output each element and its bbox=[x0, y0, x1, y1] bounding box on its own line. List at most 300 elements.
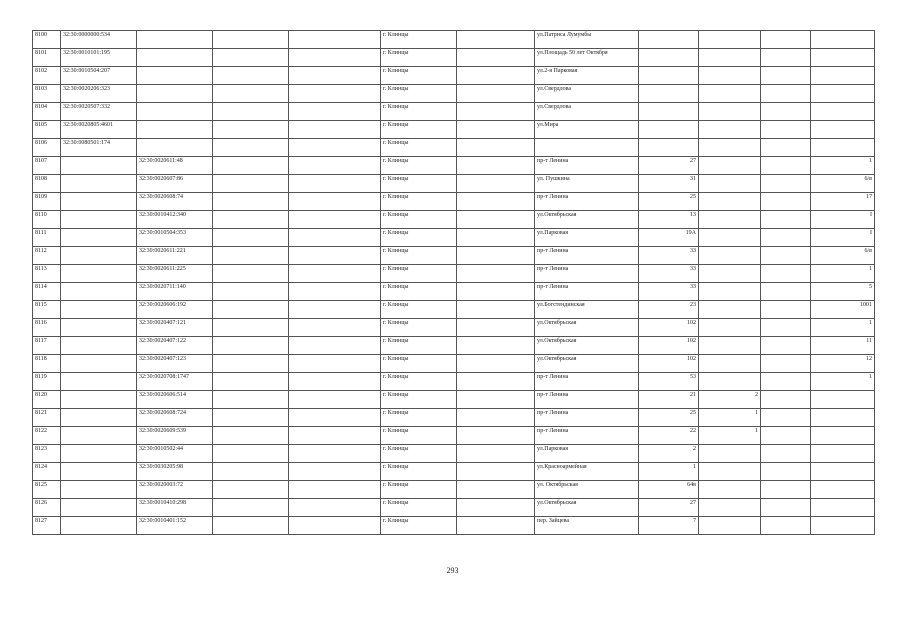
cell-c3: 1 bbox=[811, 265, 875, 283]
cell-n: 8101 bbox=[33, 49, 61, 67]
cell-house: 102 bbox=[639, 319, 699, 337]
cell-n: 8113 bbox=[33, 265, 61, 283]
cell-empty bbox=[213, 301, 289, 319]
cell-empty bbox=[213, 391, 289, 409]
cell-c1 bbox=[699, 229, 761, 247]
cell-b bbox=[137, 121, 213, 139]
cell-house: 64в bbox=[639, 481, 699, 499]
cell-a bbox=[61, 283, 137, 301]
cell-street: ул.Парковая bbox=[535, 229, 639, 247]
cell-b: 32:30:0010502:44 bbox=[137, 445, 213, 463]
cell-empty bbox=[289, 139, 381, 157]
cell-city: г. Клинцы bbox=[381, 121, 457, 139]
cell-house bbox=[639, 85, 699, 103]
cell-c3: 5 bbox=[811, 283, 875, 301]
cell-n: 8102 bbox=[33, 67, 61, 85]
cell-c2 bbox=[761, 481, 811, 499]
cell-house: 22 bbox=[639, 427, 699, 445]
cell-empty bbox=[213, 139, 289, 157]
cell-n: 8116 bbox=[33, 319, 61, 337]
cell-street: пер. Зайцева bbox=[535, 517, 639, 535]
cell-empty bbox=[289, 31, 381, 49]
table-row bbox=[33, 31, 875, 49]
cell-a bbox=[61, 355, 137, 373]
cell-b bbox=[137, 139, 213, 157]
table-row bbox=[33, 445, 875, 463]
cell-street: ул.Свердлова bbox=[535, 85, 639, 103]
cell-c2 bbox=[761, 229, 811, 247]
cell-empty bbox=[457, 229, 535, 247]
cell-b bbox=[137, 49, 213, 67]
cell-c1 bbox=[699, 373, 761, 391]
cell-c3 bbox=[811, 481, 875, 499]
cell-a bbox=[61, 409, 137, 427]
cell-city: г. Клинцы bbox=[381, 193, 457, 211]
cell-house: 31 bbox=[639, 175, 699, 193]
table-row bbox=[33, 319, 875, 337]
cell-b: 32:30:0020003:72 bbox=[137, 481, 213, 499]
cell-street: ул.Площадь 50 лет Октября bbox=[535, 49, 639, 67]
cell-city: г. Клинцы bbox=[381, 517, 457, 535]
cell-empty bbox=[289, 121, 381, 139]
cell-b: 32:30:0020608:74 bbox=[137, 193, 213, 211]
cell-house: 25 bbox=[639, 409, 699, 427]
cell-b: 32:30:0010410:298 bbox=[137, 499, 213, 517]
cell-a bbox=[61, 301, 137, 319]
cell-empty bbox=[213, 319, 289, 337]
cell-b: 32:30:0020708:1747 bbox=[137, 373, 213, 391]
cell-house bbox=[639, 49, 699, 67]
cell-empty bbox=[457, 373, 535, 391]
cell-c3 bbox=[811, 67, 875, 85]
table-row bbox=[33, 67, 875, 85]
cell-empty bbox=[289, 265, 381, 283]
cell-city: г. Клинцы bbox=[381, 409, 457, 427]
table-row bbox=[33, 517, 875, 535]
cell-c1 bbox=[699, 49, 761, 67]
cell-empty bbox=[213, 337, 289, 355]
cell-empty bbox=[289, 193, 381, 211]
cell-c3: 17 bbox=[811, 193, 875, 211]
cell-house: 102 bbox=[639, 355, 699, 373]
cell-empty bbox=[289, 481, 381, 499]
cell-n: 8100 bbox=[33, 31, 61, 49]
table-row bbox=[33, 157, 875, 175]
cell-c1 bbox=[699, 463, 761, 481]
cell-empty bbox=[457, 139, 535, 157]
cell-empty bbox=[213, 211, 289, 229]
cell-c1: 2 bbox=[699, 391, 761, 409]
cell-empty bbox=[213, 85, 289, 103]
cell-empty bbox=[289, 103, 381, 121]
cell-empty bbox=[289, 445, 381, 463]
cell-street: ул.Октябрьская bbox=[535, 319, 639, 337]
cell-city: г. Клинцы bbox=[381, 391, 457, 409]
cell-house: 21 bbox=[639, 391, 699, 409]
cell-street: ул.Октябрьская bbox=[535, 211, 639, 229]
cell-empty bbox=[289, 337, 381, 355]
cell-b bbox=[137, 67, 213, 85]
register-table bbox=[32, 30, 875, 535]
cell-c2 bbox=[761, 301, 811, 319]
cell-c3: 1 bbox=[811, 319, 875, 337]
cell-street: пр-т Ленина bbox=[535, 247, 639, 265]
cell-city: г. Клинцы bbox=[381, 247, 457, 265]
cell-empty bbox=[213, 409, 289, 427]
cell-c3 bbox=[811, 85, 875, 103]
cell-n: 8124 bbox=[33, 463, 61, 481]
cell-house bbox=[639, 139, 699, 157]
cell-city: г. Клинцы bbox=[381, 481, 457, 499]
cell-a: 32:30:0010101:195 bbox=[61, 49, 137, 67]
cell-city: г. Клинцы bbox=[381, 301, 457, 319]
cell-empty bbox=[457, 481, 535, 499]
cell-c1 bbox=[699, 481, 761, 499]
table-row bbox=[33, 193, 875, 211]
table-row bbox=[33, 301, 875, 319]
cell-city: г. Клинцы bbox=[381, 103, 457, 121]
cell-b: 32:30:0020606:192 bbox=[137, 301, 213, 319]
cell-a bbox=[61, 229, 137, 247]
cell-n: 8110 bbox=[33, 211, 61, 229]
cell-b bbox=[137, 85, 213, 103]
table-row bbox=[33, 373, 875, 391]
cell-n: 8127 bbox=[33, 517, 61, 535]
cell-city: г. Клинцы bbox=[381, 355, 457, 373]
cell-b: 32:30:0010412:340 bbox=[137, 211, 213, 229]
cell-empty bbox=[289, 427, 381, 445]
cell-empty bbox=[457, 499, 535, 517]
cell-empty bbox=[457, 193, 535, 211]
cell-empty bbox=[213, 463, 289, 481]
cell-c2 bbox=[761, 31, 811, 49]
cell-n: 8109 bbox=[33, 193, 61, 211]
cell-n: 8117 bbox=[33, 337, 61, 355]
cell-c2 bbox=[761, 103, 811, 121]
cell-street: пр-т Ленина bbox=[535, 427, 639, 445]
cell-a bbox=[61, 193, 137, 211]
cell-c1 bbox=[699, 67, 761, 85]
table-row bbox=[33, 49, 875, 67]
cell-empty bbox=[213, 373, 289, 391]
cell-house: 25 bbox=[639, 193, 699, 211]
cell-house: 23 bbox=[639, 301, 699, 319]
table-row bbox=[33, 463, 875, 481]
cell-empty bbox=[213, 247, 289, 265]
cell-street: пр-т Ленина bbox=[535, 409, 639, 427]
cell-street: ул.Богстендинская bbox=[535, 301, 639, 319]
cell-city: г. Клинцы bbox=[381, 211, 457, 229]
cell-c1 bbox=[699, 283, 761, 301]
cell-empty bbox=[289, 463, 381, 481]
table-row bbox=[33, 103, 875, 121]
cell-city: г. Клинцы bbox=[381, 265, 457, 283]
table-row bbox=[33, 229, 875, 247]
cell-empty bbox=[213, 517, 289, 535]
cell-c2 bbox=[761, 463, 811, 481]
cell-street: ул.Парковая bbox=[535, 445, 639, 463]
cell-empty bbox=[457, 337, 535, 355]
table-row bbox=[33, 427, 875, 445]
cell-street: ул. Пушкина bbox=[535, 175, 639, 193]
cell-n: 8122 bbox=[33, 427, 61, 445]
table-row bbox=[33, 211, 875, 229]
cell-city: г. Клинцы bbox=[381, 175, 457, 193]
cell-city: г. Клинцы bbox=[381, 427, 457, 445]
cell-empty bbox=[457, 517, 535, 535]
cell-n: 8126 bbox=[33, 499, 61, 517]
cell-c3 bbox=[811, 517, 875, 535]
cell-street: ул.Октябрьская bbox=[535, 337, 639, 355]
cell-c2 bbox=[761, 427, 811, 445]
table-row bbox=[33, 85, 875, 103]
cell-c2 bbox=[761, 373, 811, 391]
cell-street: ул.Мира bbox=[535, 121, 639, 139]
cell-city: г. Клинцы bbox=[381, 373, 457, 391]
cell-city: г. Клинцы bbox=[381, 499, 457, 517]
cell-empty bbox=[457, 355, 535, 373]
cell-c1 bbox=[699, 301, 761, 319]
cell-empty bbox=[213, 265, 289, 283]
cell-n: 8120 bbox=[33, 391, 61, 409]
cell-empty bbox=[457, 319, 535, 337]
cell-empty bbox=[289, 175, 381, 193]
cell-c1: 1 bbox=[699, 427, 761, 445]
cell-c1: 1 bbox=[699, 409, 761, 427]
cell-a bbox=[61, 337, 137, 355]
cell-empty bbox=[457, 265, 535, 283]
cell-a bbox=[61, 247, 137, 265]
cell-empty bbox=[457, 175, 535, 193]
cell-n: 8114 bbox=[33, 283, 61, 301]
cell-c3 bbox=[811, 139, 875, 157]
cell-c2 bbox=[761, 445, 811, 463]
cell-c1 bbox=[699, 139, 761, 157]
cell-city: г. Клинцы bbox=[381, 229, 457, 247]
cell-c2 bbox=[761, 319, 811, 337]
cell-street: ул.Октябрьская bbox=[535, 355, 639, 373]
cell-c3: I bbox=[811, 229, 875, 247]
cell-city: г. Клинцы bbox=[381, 463, 457, 481]
cell-a bbox=[61, 517, 137, 535]
cell-empty bbox=[213, 427, 289, 445]
cell-n: 8105 bbox=[33, 121, 61, 139]
cell-empty bbox=[213, 157, 289, 175]
cell-city: г. Клинцы bbox=[381, 319, 457, 337]
cell-c2 bbox=[761, 193, 811, 211]
cell-empty bbox=[289, 67, 381, 85]
cell-c1 bbox=[699, 247, 761, 265]
cell-empty bbox=[457, 247, 535, 265]
cell-c3: 1 bbox=[811, 157, 875, 175]
cell-c2 bbox=[761, 355, 811, 373]
cell-street: ул. Октябрьская bbox=[535, 481, 639, 499]
cell-c3: I bbox=[811, 211, 875, 229]
cell-empty bbox=[457, 211, 535, 229]
cell-c1 bbox=[699, 499, 761, 517]
cell-empty bbox=[289, 211, 381, 229]
cell-n: 8112 bbox=[33, 247, 61, 265]
cell-c3 bbox=[811, 427, 875, 445]
cell-house bbox=[639, 67, 699, 85]
cell-a bbox=[61, 211, 137, 229]
cell-c3 bbox=[811, 463, 875, 481]
cell-street: пр-т Ленина bbox=[535, 265, 639, 283]
cell-city: г. Клинцы bbox=[381, 67, 457, 85]
cell-a bbox=[61, 481, 137, 499]
cell-c3: 1 bbox=[811, 373, 875, 391]
cell-house: 2 bbox=[639, 445, 699, 463]
cell-c2 bbox=[761, 67, 811, 85]
cell-b: 32:30:0020407:121 bbox=[137, 319, 213, 337]
cell-house: 53 bbox=[639, 373, 699, 391]
cell-c1 bbox=[699, 175, 761, 193]
cell-city: г. Клинцы bbox=[381, 49, 457, 67]
cell-empty bbox=[289, 229, 381, 247]
table-row bbox=[33, 175, 875, 193]
cell-c2 bbox=[761, 139, 811, 157]
cell-street: ул.2-я Парковая bbox=[535, 67, 639, 85]
cell-city: г. Клинцы bbox=[381, 157, 457, 175]
cell-c1 bbox=[699, 445, 761, 463]
cell-c2 bbox=[761, 409, 811, 427]
cell-house: 1 bbox=[639, 463, 699, 481]
cell-c3: 11 bbox=[811, 337, 875, 355]
cell-empty bbox=[289, 85, 381, 103]
cell-c3 bbox=[811, 445, 875, 463]
cell-empty bbox=[213, 193, 289, 211]
cell-city: г. Клинцы bbox=[381, 337, 457, 355]
cell-b: 32:30:0020611:225 bbox=[137, 265, 213, 283]
cell-empty bbox=[289, 517, 381, 535]
cell-a: 32:30:0020507:332 bbox=[61, 103, 137, 121]
cell-c3: 6/в bbox=[811, 247, 875, 265]
cell-empty bbox=[457, 301, 535, 319]
table-row bbox=[33, 355, 875, 373]
cell-n: 8111 bbox=[33, 229, 61, 247]
cell-c2 bbox=[761, 49, 811, 67]
cell-house bbox=[639, 31, 699, 49]
cell-empty bbox=[289, 499, 381, 517]
cell-empty bbox=[213, 67, 289, 85]
cell-a: 32:30:0080501:174 bbox=[61, 139, 137, 157]
cell-empty bbox=[213, 229, 289, 247]
cell-c2 bbox=[761, 337, 811, 355]
cell-empty bbox=[213, 355, 289, 373]
cell-c2 bbox=[761, 283, 811, 301]
cell-b: 32:30:0020608:724 bbox=[137, 409, 213, 427]
cell-b: 32:30:0020611:48 bbox=[137, 157, 213, 175]
cell-empty bbox=[457, 283, 535, 301]
cell-empty bbox=[457, 31, 535, 49]
cell-b: 32:30:0010401:152 bbox=[137, 517, 213, 535]
cell-a bbox=[61, 445, 137, 463]
cell-empty bbox=[213, 31, 289, 49]
cell-b: 32:30:0020711:140 bbox=[137, 283, 213, 301]
cell-house bbox=[639, 103, 699, 121]
cell-c1 bbox=[699, 85, 761, 103]
cell-c3: 12 bbox=[811, 355, 875, 373]
cell-empty bbox=[213, 499, 289, 517]
cell-empty bbox=[213, 445, 289, 463]
cell-b: 32:30:0030205:98 bbox=[137, 463, 213, 481]
cell-c3 bbox=[811, 49, 875, 67]
cell-c1 bbox=[699, 355, 761, 373]
cell-b: 32:30:0020611:221 bbox=[137, 247, 213, 265]
cell-c2 bbox=[761, 391, 811, 409]
cell-street: пр-т Ленина bbox=[535, 283, 639, 301]
table-row bbox=[33, 499, 875, 517]
cell-n: 8118 bbox=[33, 355, 61, 373]
cell-street: ул.Патриса Лумумбы bbox=[535, 31, 639, 49]
cell-empty bbox=[457, 427, 535, 445]
cell-empty bbox=[213, 283, 289, 301]
cell-n: 8103 bbox=[33, 85, 61, 103]
cell-b: 32:30:0010504:353 bbox=[137, 229, 213, 247]
cell-n: 8125 bbox=[33, 481, 61, 499]
cell-empty bbox=[289, 49, 381, 67]
table-row bbox=[33, 409, 875, 427]
cell-c3: 6/в bbox=[811, 175, 875, 193]
cell-c1 bbox=[699, 157, 761, 175]
cell-c1 bbox=[699, 517, 761, 535]
cell-c1 bbox=[699, 337, 761, 355]
cell-empty bbox=[457, 445, 535, 463]
cell-empty bbox=[289, 373, 381, 391]
cell-empty bbox=[457, 103, 535, 121]
cell-c2 bbox=[761, 211, 811, 229]
cell-c2 bbox=[761, 157, 811, 175]
cell-c3 bbox=[811, 121, 875, 139]
cell-c1 bbox=[699, 103, 761, 121]
cell-b: 32:30:0020407:122 bbox=[137, 337, 213, 355]
cell-street: пр-т Ленина bbox=[535, 391, 639, 409]
cell-empty bbox=[457, 49, 535, 67]
cell-empty bbox=[289, 301, 381, 319]
cell-house: 27 bbox=[639, 499, 699, 517]
cell-c2 bbox=[761, 517, 811, 535]
cell-street bbox=[535, 139, 639, 157]
cell-empty bbox=[213, 175, 289, 193]
cell-empty bbox=[457, 85, 535, 103]
cell-empty bbox=[289, 157, 381, 175]
cell-c1 bbox=[699, 31, 761, 49]
cell-house: 7 bbox=[639, 517, 699, 535]
cell-city: г. Клинцы bbox=[381, 139, 457, 157]
table-row bbox=[33, 121, 875, 139]
table-body bbox=[33, 31, 875, 535]
table-row bbox=[33, 247, 875, 265]
cell-a bbox=[61, 427, 137, 445]
cell-n: 8121 bbox=[33, 409, 61, 427]
cell-house: 27 bbox=[639, 157, 699, 175]
table-row bbox=[33, 337, 875, 355]
cell-n: 8115 bbox=[33, 301, 61, 319]
cell-a bbox=[61, 463, 137, 481]
cell-n: 8119 bbox=[33, 373, 61, 391]
cell-c3 bbox=[811, 103, 875, 121]
cell-empty bbox=[457, 157, 535, 175]
cell-b bbox=[137, 31, 213, 49]
cell-a bbox=[61, 319, 137, 337]
cell-house: 33 bbox=[639, 265, 699, 283]
cell-city: г. Клинцы bbox=[381, 445, 457, 463]
cell-empty bbox=[213, 121, 289, 139]
cell-street: ул.Октябрьская bbox=[535, 499, 639, 517]
cell-b bbox=[137, 103, 213, 121]
cell-empty bbox=[457, 121, 535, 139]
cell-empty bbox=[289, 409, 381, 427]
